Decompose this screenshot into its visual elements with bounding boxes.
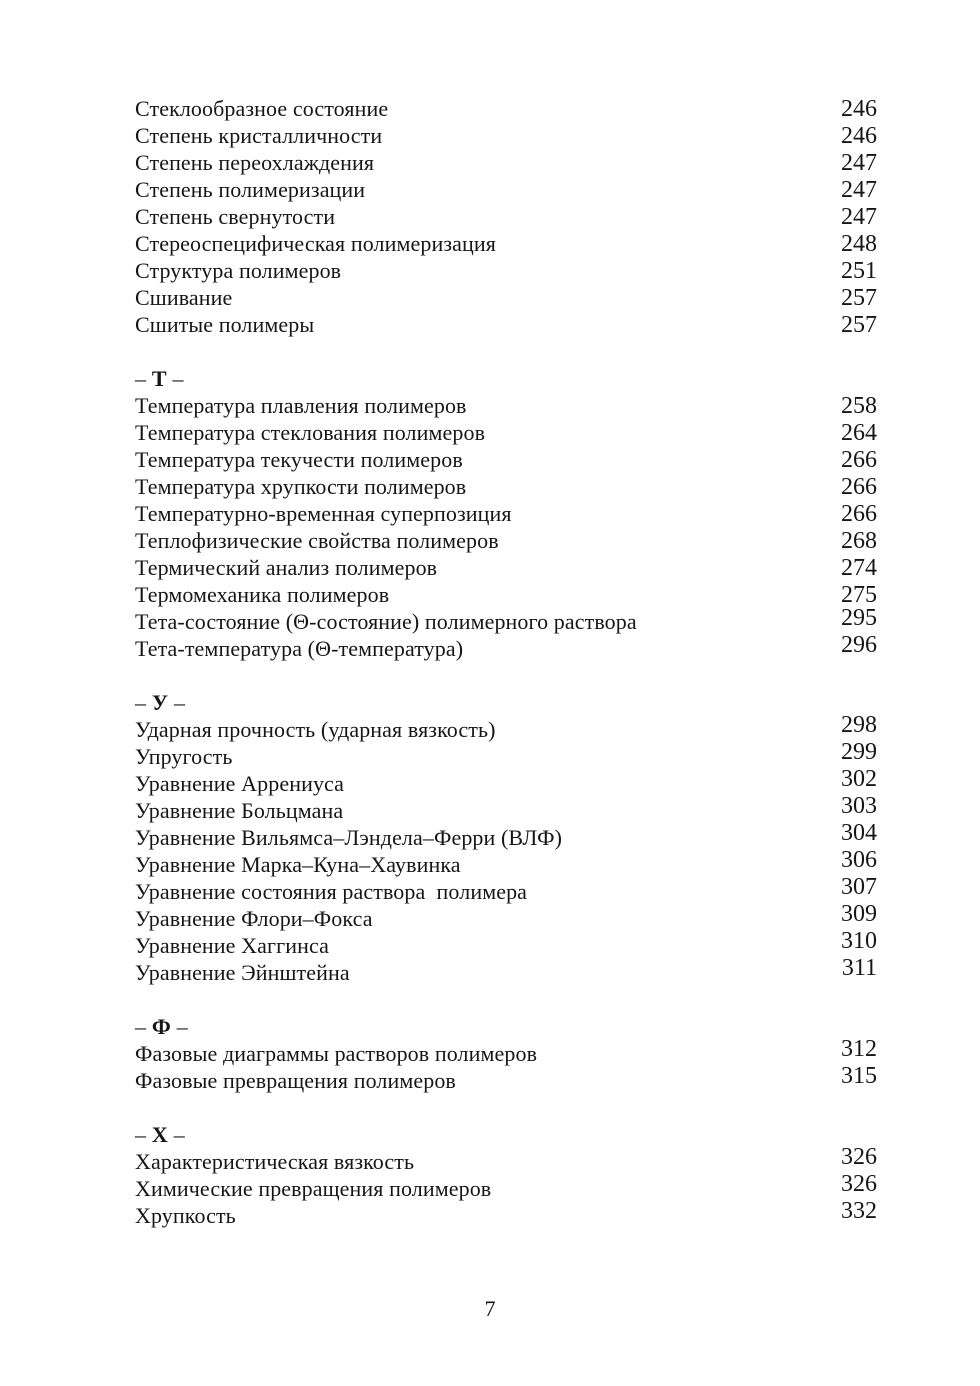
toc-entry-page: 246: [841, 96, 877, 122]
section-header: [135, 365, 877, 392]
toc-entry-label: Характеристическая вязкость: [135, 1149, 415, 1174]
toc-entry-page: 246: [841, 123, 877, 149]
toc-entry: [135, 203, 877, 230]
toc-entry: [135, 419, 877, 446]
toc-entry-label: Термический анализ полимеров: [135, 555, 438, 580]
toc-entry-label: Химические превращения полимеров: [135, 1176, 492, 1201]
toc-entry: [135, 1063, 877, 1094]
toc-entry: [135, 149, 877, 176]
toc-entry-page: 247: [841, 204, 877, 230]
toc-entry-label: Фазовые диаграммы растворов полимеров: [135, 1041, 538, 1066]
toc-entry: [135, 1198, 877, 1229]
toc-entry-label: Сшитые полимеры: [135, 312, 315, 337]
toc-entry-label: Температурно-временная суперпозиция: [135, 501, 512, 526]
page-number-footer: 7: [484, 1296, 496, 1321]
toc-entry-page: 248: [841, 231, 877, 257]
toc-entry: [135, 928, 877, 959]
toc-entry: [135, 527, 877, 554]
toc-entry: [135, 766, 877, 797]
toc-entry-label: Степень полимеризации: [135, 177, 366, 202]
toc-entry: [135, 95, 877, 122]
toc-entry: [135, 500, 877, 527]
toc-entry-page: 326: [841, 1144, 877, 1170]
toc-entry: [135, 847, 877, 878]
section-header-letter: Т: [151, 366, 167, 391]
toc-entry: [135, 473, 877, 500]
toc-entry-page: 311: [841, 955, 877, 981]
page-footer: [0, 1296, 980, 1322]
toc-entry: [135, 793, 877, 824]
toc-entry-label: Температура плавления полимеров: [135, 393, 467, 418]
toc-entry: [135, 230, 877, 257]
toc-entry-label: Стереоспецифическая полимеризация: [135, 231, 496, 256]
toc-entry: [135, 1036, 877, 1067]
toc-entry-page: 298: [841, 712, 877, 738]
toc-entry-label: Уравнение Эйнштейна: [135, 960, 350, 985]
toc-entry-label: Уравнение Больцмана: [135, 798, 344, 823]
toc-entry: [135, 901, 877, 932]
toc-entry: [135, 605, 877, 635]
toc-entry-page: 315: [841, 1063, 877, 1089]
toc-entry: [135, 392, 877, 419]
section-header-dash: –: [135, 690, 147, 715]
toc-section: [135, 1013, 877, 1094]
toc-entry: [135, 1171, 877, 1202]
toc-entry-page: 302: [841, 766, 877, 792]
toc-entry-label: Ударная прочность (ударная вязкость): [135, 717, 496, 742]
toc-entry-label: Хрупкость: [135, 1203, 236, 1228]
toc-entry-label: Теплофизические свойства полимеров: [135, 528, 499, 553]
toc-entry-page: 326: [841, 1171, 877, 1197]
section-header-letter: У: [151, 690, 169, 715]
toc-entry-label: Фазовые превращения полимеров: [135, 1068, 456, 1093]
toc-section: [135, 95, 877, 338]
toc-entry-label: Степень кристалличности: [135, 123, 383, 148]
toc-entry-label: Температура хрупкости полимеров: [135, 474, 467, 499]
section-header-dash: –: [135, 1122, 147, 1147]
toc-entry: [135, 712, 877, 743]
toc-entry-page: 306: [841, 847, 877, 873]
toc-entry: [135, 632, 877, 662]
toc-entry-page: 310: [841, 928, 877, 954]
toc-section: [135, 365, 877, 662]
toc-entry-label: Уравнение Вильямса–Лэндела–Ферри (ВЛФ): [135, 825, 562, 850]
toc-entry-page: 312: [841, 1036, 877, 1062]
section-header-dash: –: [135, 1014, 147, 1039]
toc-entry-page: 332: [841, 1198, 877, 1224]
toc-entry: [135, 739, 877, 770]
toc-entry: [135, 581, 877, 608]
toc-entry: [135, 122, 877, 149]
toc-entry-page: 251: [841, 258, 877, 284]
toc-entry: [135, 257, 877, 284]
section-header: [135, 689, 877, 716]
toc-entry-label: Уравнение Флори–Фокса: [135, 906, 373, 931]
section-header-dash: –: [172, 366, 184, 391]
toc-entry-page: 266: [841, 447, 877, 473]
toc-entry-page: 299: [841, 739, 877, 765]
toc-section: [135, 1121, 877, 1229]
toc-entry: [135, 284, 877, 311]
toc-entry-page: 247: [841, 177, 877, 203]
toc-entry-page: 307: [841, 874, 877, 900]
section-header: [135, 1121, 877, 1148]
toc-entry-page: 296: [841, 632, 877, 658]
toc-entry: [135, 1144, 877, 1175]
toc-section: [135, 689, 877, 986]
section-header-letter: Х: [151, 1122, 168, 1147]
toc-entry: [135, 176, 877, 203]
toc-entry-page: 266: [841, 501, 877, 527]
toc-entry: [135, 820, 877, 851]
toc-entry-page: 303: [841, 793, 877, 819]
toc-entry-page: 275: [841, 582, 877, 608]
toc-entry-page: 258: [841, 393, 877, 419]
toc-entry-label: Упругость: [135, 744, 233, 769]
toc-entry-label: Температура стеклования полимеров: [135, 420, 486, 445]
toc-entry: [135, 446, 877, 473]
section-header-dash: –: [173, 1122, 185, 1147]
toc-entry-label: Уравнение Аррениуса: [135, 771, 345, 796]
toc-entry: [135, 955, 877, 986]
section-header-dash: –: [173, 690, 186, 715]
section-header-dash: –: [135, 366, 147, 391]
section-header-dash: –: [176, 1014, 188, 1039]
section-header: [135, 1013, 877, 1040]
toc-entry: [135, 311, 877, 338]
toc-entry-label: Тета-состояние (Θ-состояние) полимерного раствора: [135, 609, 637, 634]
toc-entry-page: 257: [841, 285, 877, 311]
toc-entry-label: Уравнение состояния раствора полимера: [135, 879, 528, 904]
toc-entry-label: Степень переохлаждения: [135, 150, 375, 175]
section-header-letter: Ф: [151, 1014, 172, 1039]
toc-entry-label: Уравнение Марка–Куна–Хаувинка: [135, 852, 461, 877]
toc-entry: [135, 874, 877, 905]
toc-entry-label: Сшивание: [135, 285, 233, 310]
toc-entry-page: 304: [841, 820, 877, 846]
toc-entry-label: Температура текучести полимеров: [135, 447, 463, 472]
toc-list: [135, 95, 877, 1229]
toc-entry-label: Уравнение Хаггинса: [135, 933, 329, 958]
toc-entry-page: 309: [841, 901, 877, 927]
toc-entry-page: 266: [841, 474, 877, 500]
toc-entry-label: Термомеханика полимеров: [135, 582, 390, 607]
toc-entry-page: 257: [841, 312, 877, 338]
toc-entry-page: 274: [841, 555, 877, 581]
toc-entry-label: Степень свернутости: [135, 204, 336, 229]
toc-entry: [135, 554, 877, 581]
toc-entry-page: 268: [841, 528, 877, 554]
toc-entry-page: 295: [841, 605, 877, 631]
toc-entry-page: 264: [841, 420, 877, 446]
toc-entry-label: Структура полимеров: [135, 258, 342, 283]
toc-entry-page: 247: [841, 150, 877, 176]
toc-entry-label: Стеклообразное состояние: [135, 96, 389, 121]
toc-entry-label: Тета-температура (Θ-температура): [135, 636, 464, 661]
